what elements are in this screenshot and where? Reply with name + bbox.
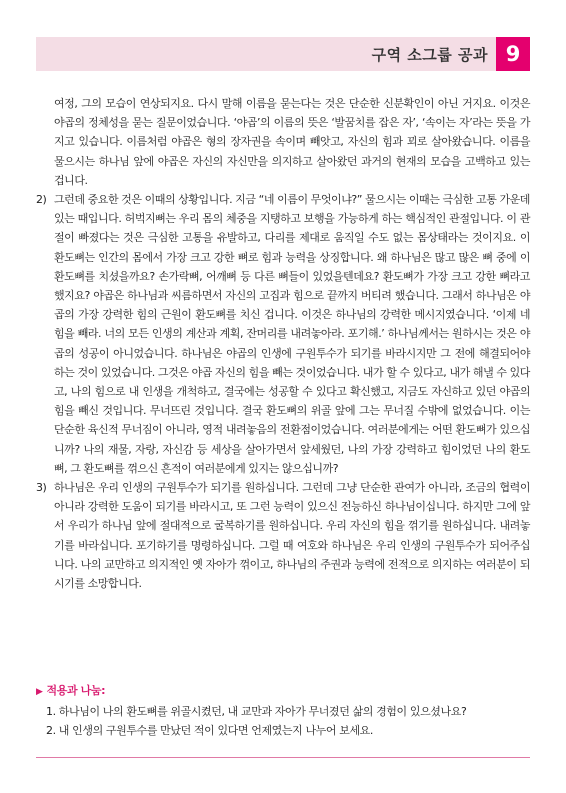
paragraph-text: 그런데 중요한 것은 이때의 상황입니다. 지금 “네 이름이 무엇이냐?” 물으시는 이때는 극심한 고통 가운데 있는 때입니다. 허벅지뼈는 우리 몸의 체중을 지탱하고 보행을 가능하게 하는 핵심적인 관절입니다. 이 관절이 빠졌다는 것은 극심한 고통을 유발하고, 다리를 제대로 움직일 수도 없는 몸상태라는 것이지요. 이 환도뼈는 인간의 몸에서 가장 크고 강한 뼈로 힘과 능력을 상징합니다. 왜 하나님은 많고 많은 뼈 중에 이 환도뼈를 치셨을까요? 손가락뼈, 어깨뼈 등 다른 뼈들이 있었을텐데요? 환도뼈가 가장 크고 강한 뼈라고 했지요? 야곱은 하나님과 씨름하면서 자신의 고집과 힘으로 끝까지 버티려 했습니다. 그래서 하나님은 야곱의 가장 강력한 힘의 근원이 환도뼈를 치신 겁니다. 이것은 하나님의 강력한 메시지였습니다. ‘이제 네 힘을 빼라. 너의 모든 인생의 계산과 계획, 잔머리를 내려놓아라. 포기해.’ 하나님께서는 원하시는 것은 야곱의 성공이 아니었습니다. 하나님은 야곱의 인생에 구원투수가 되기를 바라시지만 그 전에 해결되어야 하는 것이 있었습니다. 그것은 야곱 자신의 힘을 빼는 것이었습니다. 내가 할 수 있다고, 내가 해낼 수 있다고, 나의 힘으로 내 인생을 개척하고, 결국에는 성공할 수 있다고 확신했고, 지금도 자신하고 있던 야곱의 힘을 빼신 것입니다. 무너뜨린 것입니다. 결국 환도뼈의 위골 앞에 그는 무너질 수밖에 없었습니다. 이는 단순한 육신적 무너짐이 아니라, 영적 내려놓음의 전환점이었습니다. 여러분에게는 어떤 환도뼈가 있으십니까? 나의 재물, 자랑, 자신감 등 세상을 살아가면서 앞세웠던, 나의 가장 강력하고 힘이었던 나의 환도뼈, 그 환도뼈를 꺾으신 흔적이 여러분에게 있지는 않으십니까? <box>54 193 530 475</box>
application-title: 적용과 나눔: <box>46 684 106 697</box>
lesson-body <box>36 94 530 593</box>
triangle-marker-icon: ▶ <box>36 687 43 697</box>
lesson-series-title: 구역 소그룹 공과 <box>371 46 488 64</box>
application-question-1: 1. 하나님이 나의 환도뼈를 위골시켰던, 내 교만과 자아가 무너졌던 삶의 경험이 있으셨나요? <box>46 705 467 718</box>
application-heading <box>36 681 530 702</box>
paragraph-2 <box>36 190 530 478</box>
paragraph-number: 3) <box>36 481 47 495</box>
application-question-2: 2. 내 인생의 구원투수를 만났던 적이 있다면 언제였는지 나누어 보세요. <box>46 724 373 737</box>
paragraph-number: 2) <box>36 193 47 207</box>
header-band <box>36 37 530 71</box>
paragraph-continuation: 여정, 그의 모습이 연상되지요. 다시 말해 이름을 묻는다는 것은 단순한 신분확인이 아닌 거지요. 이것은 야곱의 정체성을 묻는 질문이었습니다. ‘야곱’의 이름의 뜻은 ‘발꿈치를 잡은 자’, ‘속이는 자’라는 뜻을 가지고 있습니다. 이름처럼 야곱은 형의 장자권을 속이며 빼앗고, 자신의 힘과 꾀로 살아왔습니다. 이름을 물으시는 하나님 앞에 야곱은 자신의 자신만을 의지하고 살아왔던 과거의 현재의 모습을 고백하고 있는 겁니다. <box>54 97 530 187</box>
application-section <box>36 681 530 740</box>
bottom-divider <box>36 757 530 758</box>
paragraph-3 <box>36 478 530 593</box>
paragraph-text: 하나님은 우리 인생의 구원투수가 되기를 원하십니다. 그런데 그냥 단순한 관여가 아니라, 조금의 협력이 아니라 강력한 도움이 되기를 바라시고, 또 그런 능력이 있으신 전능하신 하나님이십니다. 하지만 그에 앞서 우리가 하나님 앞에 절대적으로 굴복하기를 원하십니다. 우리 자신의 힘을 꺾기를 원하십니다. 내려놓기를 바라십니다. 포기하기를 명령하십니다. 그럴 때 여호와 하나님은 우리 인생의 구원투수가 되어주십니다. 나의 교만하고 의지적인 옛 자아가 꺾이고, 하나님의 주권과 능력에 전적으로 의지하는 여러분이 되시기를 소망합니다. <box>54 481 530 591</box>
lesson-number-badge: 9 <box>496 37 530 71</box>
